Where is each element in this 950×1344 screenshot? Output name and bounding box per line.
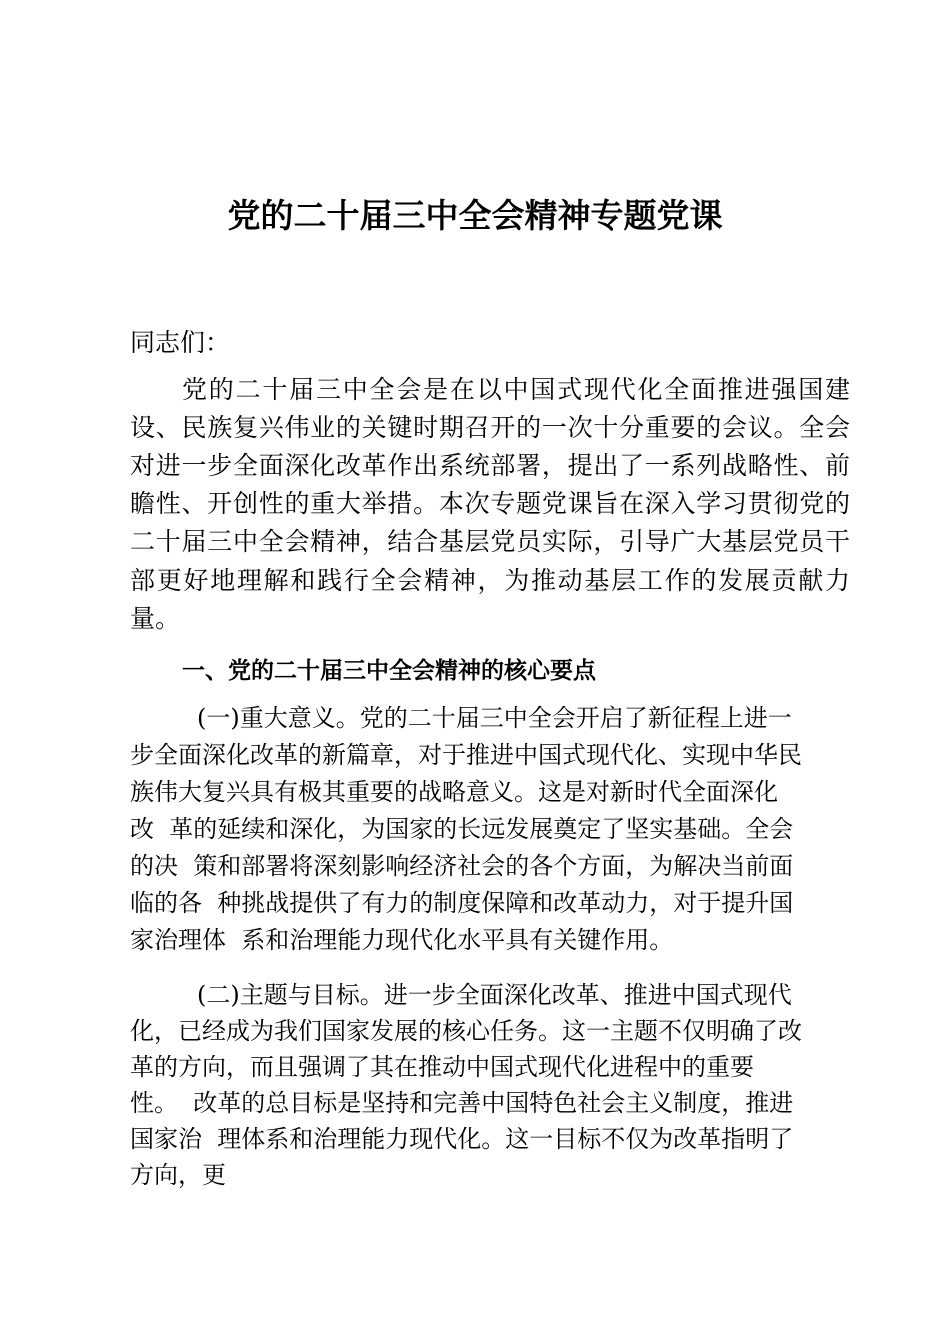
section-line: 步全面深化改革的新篇章，对于推进中国式现代化、实现中华民: [130, 741, 802, 769]
section-line: 国家治 理体系和治理能力现代化。这一目标不仅为改革指明了: [130, 1125, 794, 1153]
section-line: 方向，更: [130, 1161, 226, 1189]
document-title: 党的二十届三中全会精神专题党课: [227, 196, 723, 235]
section-line: 改 革的延续和深化，为国家的长远发展奠定了坚实基础。全会: [130, 815, 794, 843]
greeting: 同志们：: [130, 328, 231, 357]
paragraph-line: 对进一步全面深化改革作出系统部署，提出了一系列战略性、前: [130, 451, 850, 480]
section-line: 临的各 种挑战提供了有力的制度保障和改革动力，对于提升国: [130, 889, 794, 917]
section-line: 的决 策和部署将深刻影响经济社会的各个方面，为解决当前面: [130, 852, 794, 880]
paragraph-line: 二十届三中全会精神，结合基层党员实际，引导广大基层党员干: [130, 527, 850, 556]
paragraph-line: 党的二十届三中全会是在以中国式现代化全面推进强国建: [182, 375, 850, 404]
section-line: 族伟大复兴具有极其重要的战略意义。这是对新时代全面深化: [130, 778, 778, 806]
section-line: 化，已经成为我们国家发展的核心任务。这一主题不仅明确了改: [130, 1017, 802, 1045]
section-line: 革的方向，而且强调了其在推动中国式现代化进程中的重要: [130, 1053, 754, 1081]
section-line: 家治理体 系和治理能力现代化水平具有关键作用。: [130, 926, 674, 954]
section-line: (二)主题与目标。进一步全面深化改革、推进中国式现代: [197, 981, 792, 1009]
section-heading: 一、党的二十届三中全会精神的核心要点: [182, 658, 596, 684]
paragraph-line: 量。: [130, 604, 181, 633]
section-line: 性。 改革的总目标是坚持和完善中国特色社会主义制度，推进: [130, 1089, 794, 1117]
paragraph-line: 设、民族复兴伟业的关键时期召开的一次十分重要的会议。全会: [130, 413, 850, 442]
paragraph-line: 部更好地理解和践行全会精神，为推动基层工作的发展贡献力: [130, 566, 850, 595]
paragraph-line: 瞻性、开创性的重大举措。本次专题党课旨在深入学习贯彻党的: [130, 489, 850, 518]
section-line: (一)重大意义。党的二十届三中全会开启了新征程上进一: [197, 704, 792, 732]
